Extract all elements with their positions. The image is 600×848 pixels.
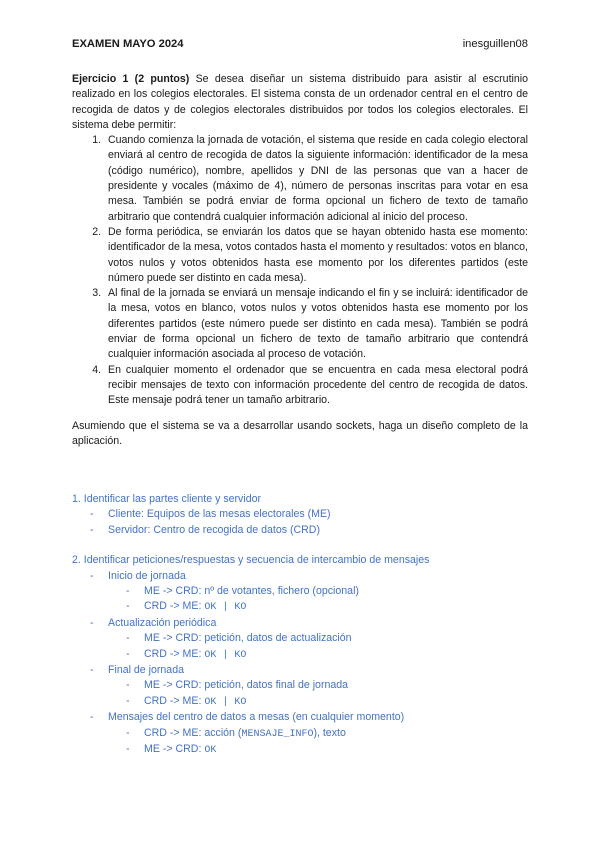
server-item: - Servidor: Centro de recogida de datos (CRD) xyxy=(90,523,528,538)
response-prefix: CRD -> ME: xyxy=(144,600,205,613)
exchange-messages xyxy=(108,726,528,759)
part-2-title: 2. Identificar peticiones/respuestas y secuencia de intercambio de mensajes xyxy=(72,554,430,567)
exercise-label: Ejercicio 1 (2 puntos) xyxy=(72,73,190,85)
response-prefix: CRD -> ME: xyxy=(144,694,205,707)
request-message xyxy=(126,726,528,742)
response-message xyxy=(126,694,528,710)
answer-part-2 xyxy=(72,553,528,758)
response-message xyxy=(126,742,528,758)
response-prefix: ME -> CRD: xyxy=(144,743,205,756)
request-code: MENSAJE_INFO xyxy=(241,728,314,740)
exchange-messages xyxy=(108,678,528,710)
exchange-group xyxy=(90,569,528,616)
response-code: OK xyxy=(204,745,217,757)
response-message xyxy=(126,647,528,663)
group-name: Inicio de jornada xyxy=(108,569,186,582)
group-name: Mensajes del centro de datos a mesas (en cualquier momento) xyxy=(108,711,405,724)
request-message: - ME -> CRD: nº de votantes, fichero (opcional) xyxy=(126,584,528,599)
requirement-item: 2. De forma periódica, se enviarán los datos que se hayan obtenido hasta ese momento: identificador de la mesa, votos contados hasta el momento y resultados: votos en blanco, votos nulos y votos obtenidos hasta ese momento por los diferentes partidos (este número puede ser distinto en cada mesa). xyxy=(104,225,528,286)
answer-part-1 xyxy=(72,492,528,538)
answer-section xyxy=(72,492,528,759)
requirement-item: 1. Cuando comienza la jornada de votación, el sistema que reside en cada colegio electoral enviará al centro de recogida de datos la siguiente información: identificador de la mesa (código numérico), nombre, apellidos y DNI de las personas que van a hacer de presidente y vocales (máximo de 4), número de personas inscritas para votar en esa mesa. También se podrá enviar de forma opcional un fichero de texto de tamaño arbitrario que contendrá cualquier información adicional al inicio del proceso. xyxy=(104,133,528,225)
group-name: Actualización periódica xyxy=(108,616,217,629)
exchange-groups-list xyxy=(72,569,528,759)
response-message xyxy=(126,599,528,615)
request-prefix: CRD -> ME: acción ( xyxy=(144,726,242,739)
exercise-statement xyxy=(72,72,528,449)
exchange-messages xyxy=(108,584,528,616)
exercise-closing: Asumiendo que el sistema se va a desarrollar usando sockets, haga un diseño completo de la aplicación. xyxy=(72,419,528,447)
page-header xyxy=(72,38,528,50)
author-name: inesguillen08 xyxy=(462,38,528,50)
response-code: OK | KO xyxy=(204,696,247,708)
requirement-item: 4. En cualquier momento el ordenador que se encuentra en cada mesa electoral podrá recibir mensajes de texto con información procedente del centro de recogida de datos. Este mensaje podrá tener un tamaño arbitrario. xyxy=(104,363,528,409)
exercise-intro xyxy=(72,72,528,133)
group-name: Final de jornada xyxy=(108,664,184,677)
response-prefix: CRD -> ME: xyxy=(144,647,205,660)
request-message: - ME -> CRD: petición, datos de actualización xyxy=(126,631,528,646)
exchange-group xyxy=(90,710,528,758)
requirements-list xyxy=(72,133,528,408)
exam-title: EXAMEN MAYO 2024 xyxy=(72,38,184,50)
exchange-messages xyxy=(108,631,528,663)
request-message: - ME -> CRD: petición, datos final de jornada xyxy=(126,678,528,693)
exchange-group xyxy=(90,616,528,663)
response-code: OK | KO xyxy=(204,602,247,614)
client-server-list xyxy=(72,507,528,538)
requirement-item: 3. Al final de la jornada se enviará un mensaje indicando el fin y se incluirá: identificador de la mesa, votos en blanco, votos nulos y votos obtenidos hasta ese momento por los diferentes partidos (este número puede ser distinto en cada mesa). También se podrá enviar de forma opcional un fichero de texto de tamaño arbitrario que contendrá cualquier información asociada al proceso de votación. xyxy=(104,286,528,362)
response-code: OK | KO xyxy=(204,649,247,661)
part-1-title: 1. Identificar las partes cliente y servidor xyxy=(72,493,262,505)
client-item: - Cliente: Equipos de las mesas electorales (ME) xyxy=(90,507,528,522)
exchange-group xyxy=(90,663,528,710)
exercise-intro-text: Se desea diseñar un sistema distribuido para asistir al escrutinio realizado en los colegios electorales. El sistema consta de un ordenador central en el centro de recogida de datos y de colegios electorales distribuidos por todos los colegios electorales. El sistema debe permitir: xyxy=(72,73,528,131)
request-suffix: ), texto xyxy=(313,726,346,739)
